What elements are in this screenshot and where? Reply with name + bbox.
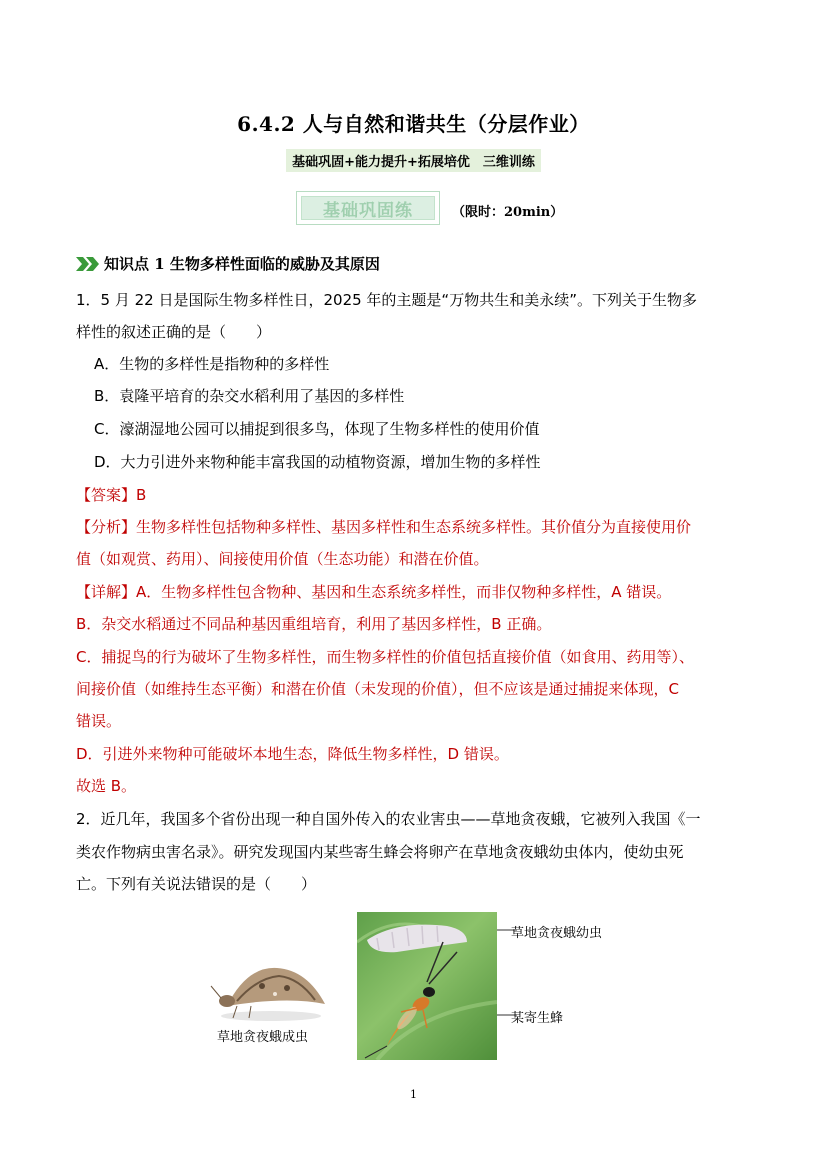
larva-wasp-photo	[357, 912, 497, 1060]
q1-option-d: D．大力引进外来物种能丰富我国的动植物资源，增加生物的多样性	[94, 453, 541, 471]
q1-stem-line1: 1．5 月 22 日是国际生物多样性日，2025 年的主题是“万物共生和美永续”。下列关于生物多	[76, 291, 697, 309]
subtitle-wrapper	[0, 149, 827, 172]
insect-figure	[207, 910, 627, 1060]
q1-conclusion: 故选 B。	[76, 777, 137, 795]
q2-stem-line1: 2．近几年，我国多个省份出现一种自国外传入的农业害虫——草地贪夜蛾，它被列入我国《一	[76, 810, 701, 828]
page-subtitle: 基础巩固+能力提升+拓展培优 三维训练	[286, 149, 541, 172]
q1-option-c: C．濠湖湿地公园可以捕捉到很多鸟，体现了生物多样性的使用价值	[94, 420, 540, 438]
q1-option-b: B．袁隆平培育的杂交水稻利用了基因的多样性	[94, 387, 405, 405]
caption-larva: 草地贪夜蛾幼虫	[511, 926, 603, 941]
q1-detail-line3: C．捕捉鸟的行为破坏了生物多样性，而生物多样性的价值包括直接价值（如食用、药用等）、	[76, 648, 694, 666]
q1-detail-line2: B．杂交水稻通过不同品种基因重组培育，利用了基因多样性，B 正确。	[76, 615, 552, 633]
q1-detail-line1: 【详解】A．生物多样性包含物种、基因和生态系统多样性，而非仅物种多样性，A 错误。	[76, 583, 672, 601]
q2-stem-line3: 亡。下列有关说法错误的是（ ）	[76, 875, 317, 893]
caption-adult: 草地贪夜蛾成虫	[217, 1030, 309, 1045]
q1-option-a: A．生物的多样性是指物种的多样性	[94, 355, 330, 373]
q1-detail-line5: 错误。	[76, 712, 122, 730]
q1-stem-line2: 样性的叙述正确的是（ ）	[76, 323, 272, 341]
q1-detail-line6: D．引进外来物种可能破坏本地生态，降低生物多样性，D 错误。	[76, 745, 509, 763]
moth-adult-image	[207, 946, 337, 1026]
q1-analysis-line1: 【分析】生物多样性包括物种多样性、基因多样性和生态系统多样性。其价值分为直接使用价	[76, 518, 692, 536]
q1-answer: 【答案】B	[76, 486, 147, 504]
time-limit: （限时：20min）	[452, 205, 564, 220]
page-title: 6.4.2 人与自然和谐共生（分层作业）	[237, 112, 590, 136]
double-chevron-icon	[76, 257, 100, 271]
q2-stem-line2: 类农作物病虫害名录》。研究发现国内某些寄生蜂会将卵产在草地贪夜蛾幼虫体内，使幼虫死	[76, 843, 684, 861]
section-label-inner	[301, 196, 435, 220]
q1-detail-line4: 间接价值（如维持生态平衡）和潜在价值（未发现的价值），但不应该是通过捕捉来体现，C	[76, 680, 679, 698]
caption-wasp: 某寄生蜂	[511, 1011, 564, 1026]
larva-wasp-drawing	[357, 912, 497, 1060]
section-label-box	[296, 191, 440, 225]
q1-analysis-line2: 值（如观赏、药用）、间接使用价值（生态功能）和潜在价值。	[76, 550, 489, 568]
section-label: 基础巩固练	[323, 200, 413, 221]
knowledge-point-heading	[76, 253, 380, 274]
page-number: 1	[410, 1088, 417, 1101]
knowledge-point-text: 知识点 1 生物多样性面临的威胁及其原因	[104, 255, 380, 273]
